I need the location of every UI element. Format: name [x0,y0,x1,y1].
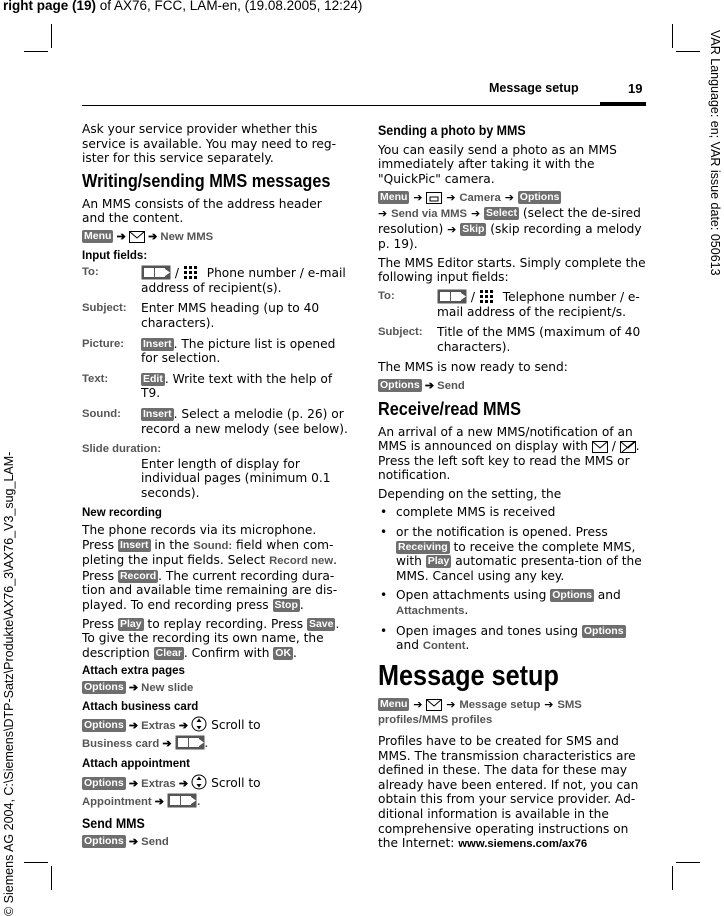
siemens-url-link[interactable]: www.siemens.com/ax76 [458,838,588,851]
arrow-icon: ➔ [470,206,481,220]
field-subject [82,301,348,330]
arrow-icon: ➔ [504,191,514,205]
heading-message-setup: Message setup [378,659,559,692]
field-text-entry [82,372,348,401]
envelope-icon [592,441,608,453]
arrow-icon: ➔ [128,720,139,733]
arrow-icon: ➔ [128,682,139,694]
crop-mark [672,866,673,890]
field-text: Telephone number / e-mail address of the recipient/s. [437,289,640,319]
paragraph-photo: You can easily send a photo as an MMS immediately after taking it with the "QuickPic" camera. [378,142,617,186]
envelope-icon [426,699,442,711]
phonebook-icon [141,265,171,280]
ok-key: OK [275,646,292,659]
arrow-icon: ➔ [148,230,158,243]
send-mms-title: Send MMS [82,815,145,831]
crop-mark [676,862,700,863]
crop-mark [676,51,700,52]
print-header [3,0,362,13]
field-label: Picture: [82,337,125,350]
nav-business-card: Options ➔ Extras ➔ Scroll to Business card ➔ . [82,718,261,751]
arrow-icon: ➔ [378,206,388,220]
attach-business-card-title: Attach business card [82,700,199,713]
options-key: Options [84,719,124,732]
stop-key: Stop [274,599,298,612]
phonebook-icon [437,289,467,304]
header-tab [600,102,646,105]
field-label: Text: [82,372,109,385]
left-column [82,122,348,854]
phonebook-icon [167,793,197,808]
keypad-icon [183,265,203,280]
options-key: Options [84,835,124,848]
field-label: To: [378,289,395,302]
arrow-icon: ➔ [446,191,456,205]
arrow-icon: ➔ [446,697,456,711]
crop-mark [24,862,48,863]
arrow-icon: ➔ [178,777,189,790]
nav-new-mms [82,230,348,245]
field-label: Slide duration: [82,443,162,456]
camera-icon [426,192,442,204]
heading-receive-mms: Receive/read MMS [378,397,521,419]
list-item: • Open images and tones using Options and Content. [378,624,646,654]
field-text: . Select a melodie (p. 26) or record a new melody (see below). [141,406,348,436]
insert-key: Insert [143,337,172,350]
field-picture [82,337,348,366]
list-item: • Open attachments using Options and Attachments. [378,588,646,618]
paragraph-mms-consists: An MMS consists of the address header and the content. [82,196,322,226]
options-key: Options [84,681,124,693]
envelope-icon [129,231,145,243]
arrow-icon: ➔ [162,738,172,751]
edit-key: Edit [143,372,163,385]
field-label: To: [82,266,99,279]
insert-key: Insert [143,407,172,420]
new-mms-item: New MMS [160,230,214,243]
arrow-icon: ➔ [116,230,126,243]
side-copyright: © Siemens AG 2004, C:\Siemens\DTP-Satz\Produkte\AX76_3\AX76_V3_sug_LAM- [2,451,16,916]
header-rule [82,105,646,106]
arrow-icon: ➔ [413,191,423,205]
field-slide-duration [82,442,348,500]
field-text: . The picture list is opened for selection. [141,336,336,366]
input-fields-title: Input fields: [82,249,148,262]
arrow-icon: ➔ [447,222,457,236]
arrow-icon: ➔ [154,795,165,808]
select-key: Select [486,206,517,219]
field-to: To: / Telephone number / e-mail address of the recipient/s. [378,289,640,319]
field-sound [82,407,348,436]
nav-appointment: Options ➔ Extras ➔ Scroll to Appointment ➔ . [82,775,261,808]
crop-mark [672,24,673,48]
nav-send: Options ➔ Send [380,378,465,392]
paragraph-arrival: An arrival of a new MMS/notification of an MMS is announced on display with / . Press the left soft key to read the MMS or notification. [378,424,640,483]
field-subject [378,325,646,354]
field-text: . Write text with the help of T9. [141,371,333,401]
nav-send-mms: Options ➔ Send [84,835,169,849]
paragraph-profiles: Profiles have to be created for SMS and MMS. The transmission characteristics are defined in these. The data for these may already have been entered. If not, you can obtain this from your service provider. Ad-ditional information is available in the comprehensive operating instructions on the Internet: www.siemens.com/ax76 [378,734,639,851]
field-text: Enter length of display for individual pages (minimum 0.1 seconds). [141,456,331,500]
paragraph-ready: The MMS is now ready to send: [378,360,568,375]
print-header-info: of AX76, FCC, LAM-en, (19.08.2005, 12:24) [96,0,363,13]
field-text: Title of the MMS (maximum of 40 characters). [437,325,641,354]
options-key: Options [583,624,624,637]
menu-key: Menu [84,229,112,242]
navigation-key-icon [191,774,207,790]
arrow-icon: ➔ [128,836,139,849]
arrow-icon: ➔ [178,720,189,733]
options-key: Options [552,589,592,602]
insert-key: Insert [119,538,149,551]
skip-key: Skip [462,222,485,235]
record-key: Record [119,569,157,582]
keypad-icon [479,289,499,304]
paragraph-editor: The MMS Editor starts. Simply complete the following input fields: [378,255,646,285]
arrow-icon: ➔ [128,777,139,790]
play-key: Play [427,555,450,568]
right-column [378,122,646,856]
new-recording-paragraph: The phone records via its microphone. Press Insert in the Sound: field when com-pleting the input fields. Select Record new. Press Record . The current recording dura-tion and available time remaining are dis-played. To end recording press Stop . [82,523,338,613]
replay-paragraph: Press Play to replay recording. Press Save . To give the recording its own name, the description Clear . Confirm with OK . [82,616,340,660]
menu-key: Menu [380,191,408,204]
side-language-info: VAR Language: en; VAR issue date: 050613 [708,30,722,276]
nav-new-slide: Options ➔ New slide [84,681,194,694]
heading-sending-photo: Sending a photo by MMS [378,123,526,138]
paragraph-depending: Depending on the setting, the [378,486,562,501]
save-key: Save [308,617,334,630]
navigation-key-icon [191,716,207,732]
field-text: Enter MMS heading (up to 40 characters). [141,301,320,330]
print-header-bold: right page (19) [3,0,97,13]
running-header-title: Message setup [489,81,579,95]
options-key: Options [84,776,124,789]
phonebook-icon [175,735,205,750]
arrow-icon: ➔ [424,379,435,392]
receiving-key: Receiving [398,540,448,553]
list-item: • or the notification is opened. Press Receiving to receive the complete MMS, with Play automatic presenta-tion of the MMS. Cancel using any key. [378,525,646,583]
mms-notification-icon [620,441,636,453]
arrow-icon: ➔ [544,697,554,711]
clear-key: Clear [155,646,182,659]
intro-paragraph: Ask your service provider whether this service is available. You may need to reg-ister for this service separately. [82,122,337,166]
options-key: Options [380,378,420,391]
attach-extra-pages-title: Attach extra pages [82,665,185,678]
nav-camera: Menu ➔ ➔ Camera ➔ Options ➔ Send via MMS ➔ Select (select the de-sired resolution) ➔ Skip (skip recording a melody p. 19). [378,191,642,252]
page-number: 19 [628,81,643,96]
bullet-list [378,505,646,653]
field-to: To: / Phone number / e-mail address of recipient(s). [82,266,346,295]
menu-key: Menu [380,697,408,710]
list-item: • complete MMS is received [378,505,646,520]
field-text: Phone number / e-mail address of recipient(s). [141,266,346,295]
options-key: Options [519,191,560,204]
arrow-icon: ➔ [413,697,423,711]
crop-mark [51,24,52,48]
play-key: Play [119,617,142,630]
heading-writing-mms: Writing/sending MMS messages [82,169,331,191]
new-recording-title: New recording [82,507,162,520]
crop-mark [24,51,48,52]
field-label: Subject: [378,326,423,339]
crop-mark [51,866,52,890]
field-label: Sound: [82,407,121,420]
attach-appointment-title: Attach appointment [82,758,190,771]
nav-message-setup: Menu ➔ ➔ Message setup ➔ SMS profiles/MMS profiles [378,697,582,727]
field-label: Subject: [82,302,127,315]
